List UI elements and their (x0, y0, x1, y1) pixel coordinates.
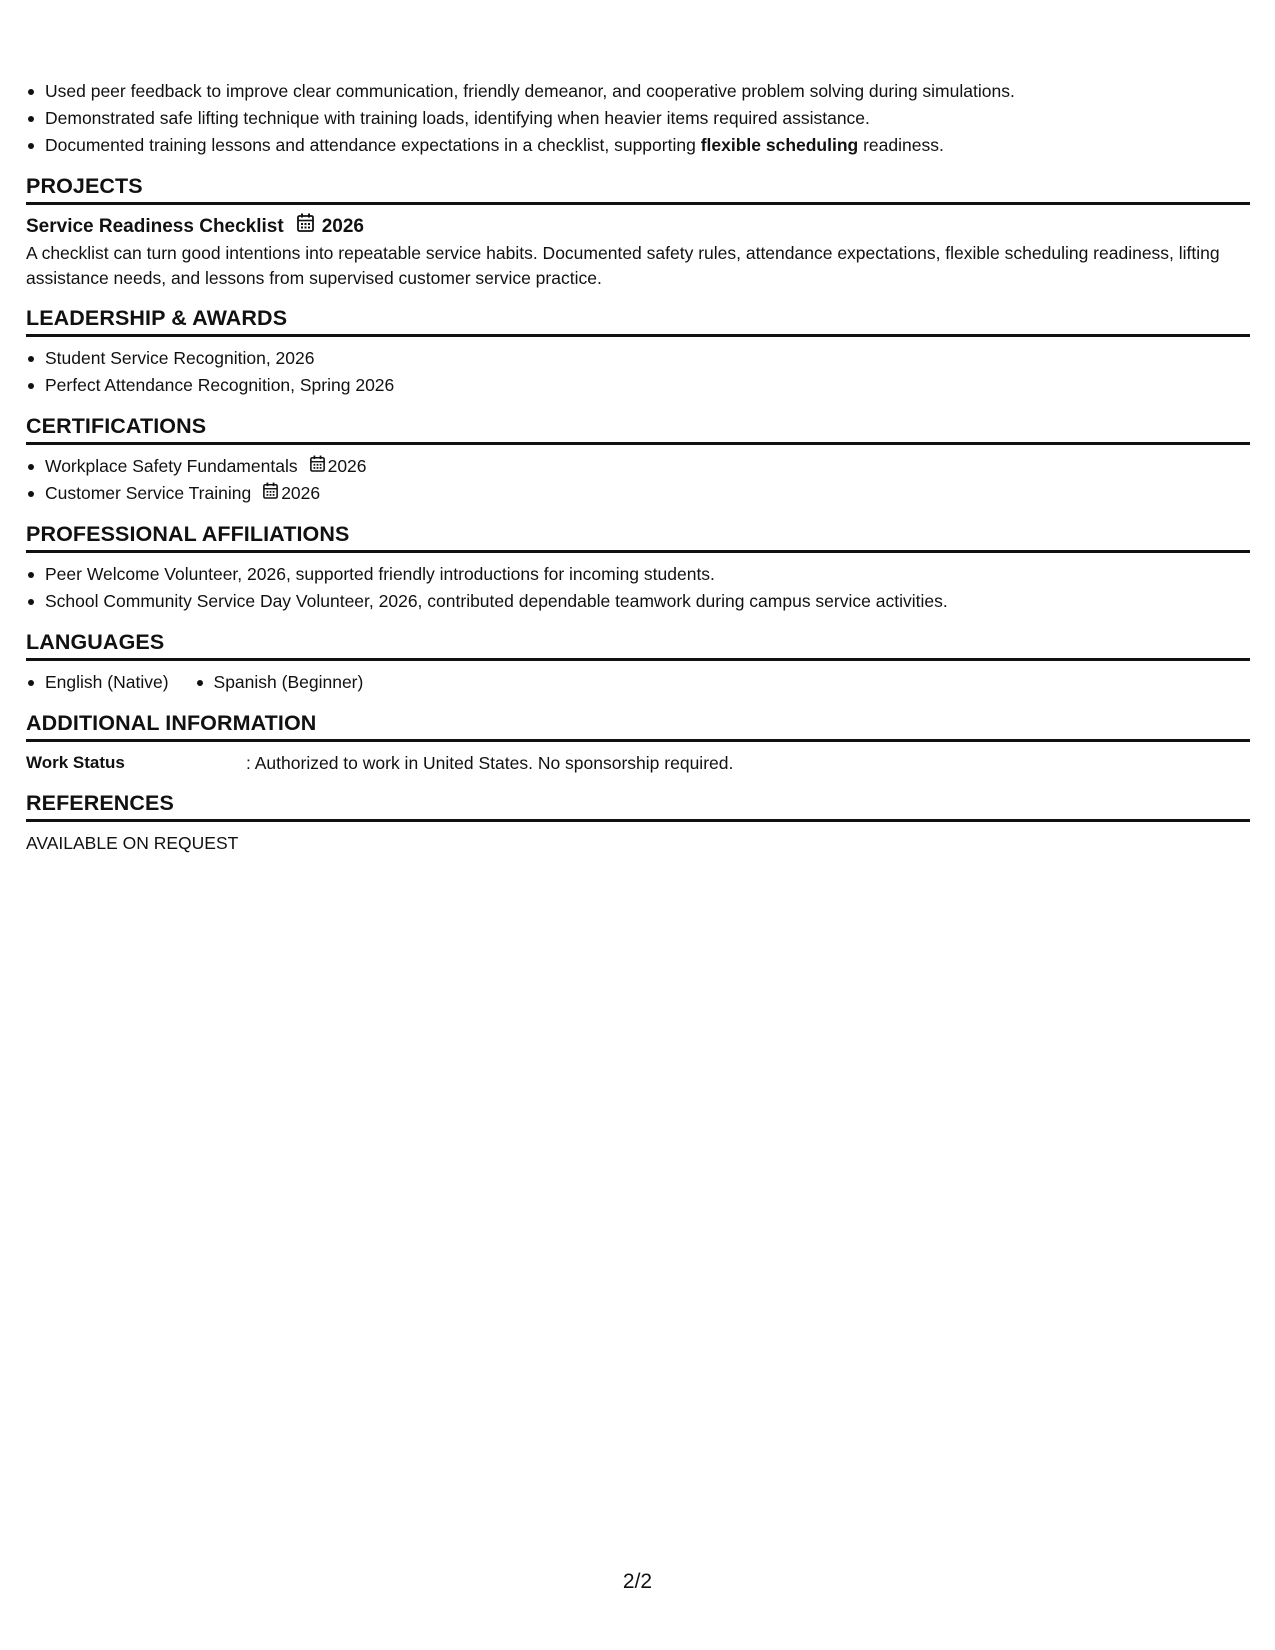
section-title: CERTIFICATIONS (26, 413, 1250, 445)
section-title: PROJECTS (26, 173, 1250, 205)
work-status-label: Work Status (26, 753, 125, 772)
list-item: Spanish (Beginner) (195, 669, 364, 696)
certifications-list (26, 453, 1250, 507)
page-number: 2/2 (622, 1570, 653, 1593)
languages-list (26, 669, 1250, 696)
references-section (26, 790, 1250, 856)
certification-date: 2026 (327, 456, 367, 476)
list-item: Used peer feedback to improve clear communication, friendly demeanor, and cooperative problem solving during simulations. (26, 78, 1250, 105)
bullet-text-bold: flexible scheduling (700, 135, 859, 155)
leadership-list (26, 345, 1250, 399)
affiliations-section (26, 521, 1250, 615)
list-item: Perfect Attendance Recognition, Spring 2026 (26, 372, 1250, 399)
list-item (26, 480, 1250, 507)
list-item: English (Native) (26, 669, 169, 696)
list-item: Student Service Recognition, 2026 (26, 345, 1250, 372)
project-description: A checklist can turn good intentions into repeatable service habits. Documented safety rules, attendance expectations, flexible scheduling readiness, lifting assistance needs, and lessons from supervised customer service practice. (26, 243, 1220, 288)
affiliations-list (26, 561, 1250, 615)
certification-date: 2026 (281, 483, 321, 503)
resume-page (26, 78, 1250, 856)
leadership-section (26, 305, 1250, 399)
list-item: Peer Welcome Volunteer, 2026, supported friendly introductions for incoming students. (26, 561, 1250, 588)
certification-date-wrap (263, 480, 320, 507)
work-status-row (26, 750, 1250, 776)
bullet-text-after: readiness. (858, 135, 944, 155)
certification-name: Customer Service Training (45, 483, 252, 503)
certification-date-wrap (310, 453, 367, 480)
project-date: 2026 (321, 215, 364, 237)
projects-section (26, 173, 1250, 291)
bullet-text-before: Documented training lessons and attendance expectations in a checklist, supporting (45, 135, 701, 155)
calendar-icon (310, 453, 325, 480)
certifications-section (26, 413, 1250, 507)
work-status-value: : Authorized to work in United States. No sponsorship required. (246, 753, 734, 773)
languages-section (26, 629, 1250, 696)
section-title: LANGUAGES (26, 629, 1250, 661)
section-title: ADDITIONAL INFORMATION (26, 710, 1250, 742)
certification-name: Workplace Safety Fundamentals (45, 456, 298, 476)
section-title: PROFESSIONAL AFFILIATIONS (26, 521, 1250, 553)
section-title: REFERENCES (26, 790, 1250, 822)
project-name: Service Readiness Checklist (26, 215, 284, 237)
list-item: School Community Service Day Volunteer, 2026, contributed dependable teamwork during campus service activities. (26, 588, 1250, 615)
list-item (26, 132, 1250, 159)
calendar-icon (263, 480, 278, 507)
section-title: LEADERSHIP & AWARDS (26, 305, 1250, 337)
calendar-icon (297, 213, 314, 240)
project-header (26, 213, 1250, 240)
additional-info-section (26, 710, 1250, 776)
references-text: AVAILABLE ON REQUEST (26, 833, 239, 853)
experience-bullet-list (26, 78, 1250, 159)
list-item (26, 453, 1250, 480)
list-item: Demonstrated safe lifting technique with training loads, identifying when heavier items required assistance. (26, 105, 1250, 132)
